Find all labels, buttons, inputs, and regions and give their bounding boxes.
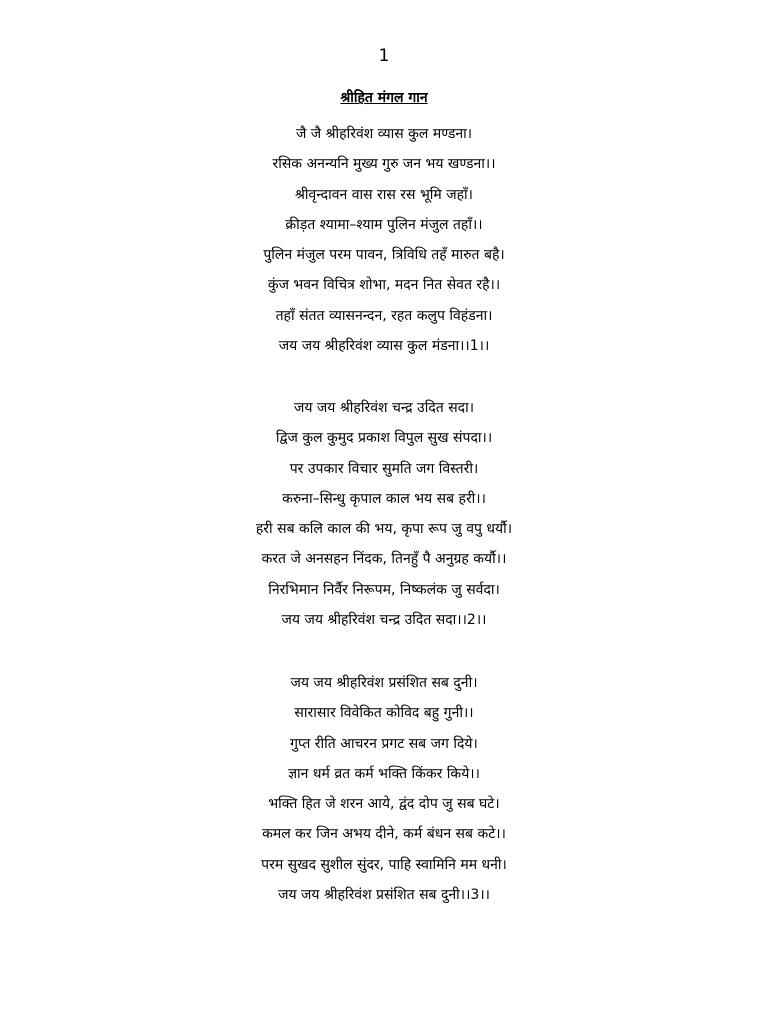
verse-line: क्रीड़त श्यामा–श्याम पुलिन मंजुल तहाँ।। (285, 216, 483, 233)
stanza-1 (0, 124, 768, 366)
verse-line: पुलिन मंजुल परम पावन, त्रिविधि तहँ मारुत बहै। (263, 247, 505, 264)
verse-line: जै जै श्रीहरिवंश व्यास कुल मण्डना। (295, 126, 473, 142)
title-text: श्रीहित मंगल गान (340, 90, 428, 106)
verse-line: सारासार विवेकित कोविद बहु गुनी।। (294, 705, 474, 722)
verse-line: जय जय श्रीहरिवंश व्यास कुल मंडना।।1।। (278, 338, 490, 355)
verse-line: पर उपकार विचार सुमति जग विस्तरी। (289, 460, 479, 477)
verse-line: द्विज कुल कुमुद प्रकाश विपुल सुख संपदा।। (275, 430, 493, 447)
verse-line: भक्ति हित जे शरन आये, द्वंद दोप जु सब घटे। (268, 796, 500, 813)
verse-line: परम सुखद सुशील सुंदर, पाहि स्वामिनि मम धनी। (261, 856, 507, 873)
verse-line: करत जे अनसहन निंदक, तिनहुँ पै अनुग्रह कर्यौ।। (261, 551, 507, 568)
verse-line: श्रीवृन्दावन वास रास रस भूमि जहाँ। (295, 186, 473, 203)
stanza-3 (0, 673, 768, 915)
verse-line: ज्ञान धर्म व्रत कर्म भक्ति किंकर किये।। (288, 765, 480, 782)
verse-line: करुना–सिन्धु कृपाल काल भय सब हरी।। (282, 490, 486, 507)
verse-line: कमल कर जिन अभय दीने, कर्म बंधन सब कटे।। (262, 826, 506, 843)
verse-line: कुंज भवन विचित्र शोभा, मदन नित सेवत रहै।। (267, 277, 501, 294)
verse-line: जय जय श्रीहरिवंश प्रसंशित सब दुनी।।3।। (278, 887, 490, 904)
verse-line: रसिक अनन्यनि मुख्य गुरु जन भय खण्डना।। (272, 156, 496, 173)
page-title (0, 88, 768, 108)
verse-line: निरभिमान निर्वैर निरूपम, निष्कलंक जु सर्वदा। (268, 581, 500, 598)
verse-line: जय जय श्रीहरिवंश प्रसंशित सब दुनी। (290, 675, 478, 691)
verse-line: तहाँ संतत व्यासनन्दन, रहत कलुप विहंडना। (275, 307, 493, 324)
verse-line: हरी सब कलि काल की भय, कृपा रूप जु वपु धर्यौ। (255, 521, 513, 538)
verse-line: गुप्त रीति आचरन प्रगट सब जग दिये। (290, 735, 478, 752)
verse-line: जय जय श्रीहरिवंश चन्द्र उदित सदा।।2।। (281, 612, 487, 629)
page-number: 1 (378, 46, 390, 66)
verse-line: जय जय श्रीहरिवंश चन्द्र उदित सदा। (293, 400, 475, 416)
stanza-2 (0, 398, 768, 640)
